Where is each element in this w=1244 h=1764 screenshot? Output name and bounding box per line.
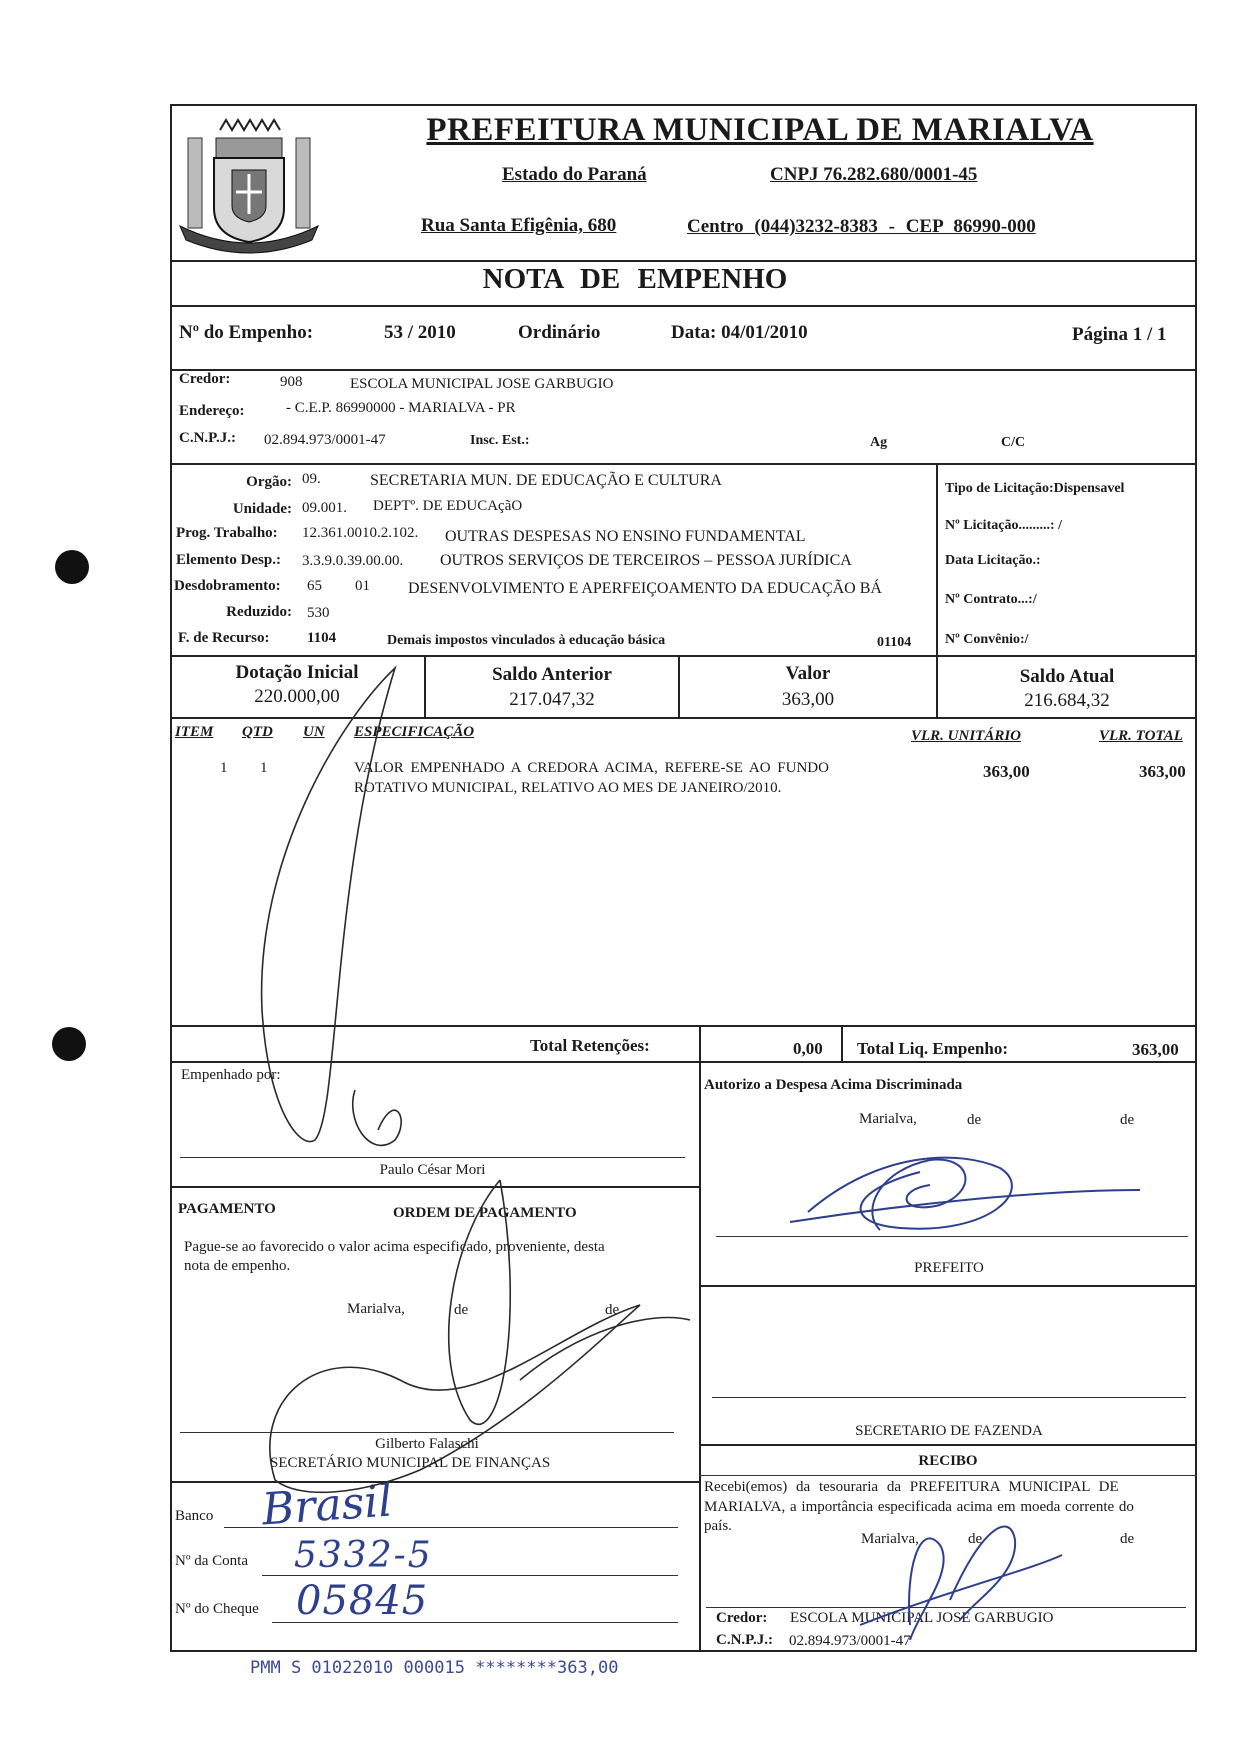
elemento-label: Elemento Desp.: (176, 552, 281, 568)
empenhado-label: Empenhado por: (181, 1067, 281, 1083)
empenho-label: Nº do Empenho: (179, 322, 314, 343)
dotacao-label: Dotação Inicial (235, 662, 359, 683)
saldo-atual-label: Saldo Atual (1019, 666, 1115, 687)
desdobramento-code1: 65 (307, 578, 322, 594)
header-address: Rua Santa Efigênia, 680 (421, 215, 617, 236)
auth-de1: de (967, 1112, 982, 1128)
col-especificacao: ESPECIFICAÇÃO (354, 724, 475, 740)
recibo-text-line2: MARIALVA, a importância especificada acima em moeda corrente do (704, 1499, 1134, 1515)
banco-label: Banco (175, 1508, 214, 1524)
ag-label: Ag (870, 435, 888, 450)
ordem-de2: de (605, 1302, 620, 1318)
secretario-fazenda-label: SECRETARIO DE FAZENDA (855, 1423, 1043, 1439)
recibo-credor-label: Credor: (716, 1610, 768, 1626)
prefeito-label: PREFEITO (914, 1260, 984, 1276)
row-spec-line2: ROTATIVO MUNICIPAL, RELATIVO AO MES DE JANEIRO/2010. (354, 780, 782, 796)
reduzido-code: 530 (307, 605, 330, 621)
row-spec-line1: VALOR EMPENHADO A CREDORA ACIMA, REFERE-SE AO FUNDO (354, 760, 829, 776)
total-liq-label: Total Liq. Empenho: (857, 1039, 1008, 1058)
prog-code: 12.361.0010.2.102. (302, 525, 419, 541)
data-licitacao: Data Licitação.: (945, 553, 1041, 568)
desdobramento-label: Desdobramento: (174, 578, 281, 594)
recurso-name: Demais impostos vinculados à educação básica (387, 633, 666, 648)
recurso-extra: 01104 (877, 635, 912, 650)
ordem-text-line2: nota de empenho. (184, 1258, 291, 1274)
pagamento-label: PAGAMENTO (178, 1201, 276, 1217)
conta-handwritten: 5332-5 (294, 1535, 433, 1576)
row-qtd: 1 (260, 760, 268, 776)
ordem-pagamento-label: ORDEM DE PAGAMENTO (393, 1205, 577, 1221)
recibo-de1: de (968, 1531, 983, 1547)
empenho-type: Ordinário (518, 322, 601, 343)
orgao-name: SECRETARIA MUN. DE EDUCAÇÃO E CULTURA (370, 472, 722, 489)
col-qtd: QTD (242, 724, 273, 740)
conta-label: Nº da Conta (175, 1553, 248, 1569)
address-label: Endereço: (179, 403, 245, 419)
header-state: Estado do Paraná (502, 164, 647, 185)
recibo-cnpj: 02.894.973/0001-47 (789, 1633, 911, 1649)
empenho-date: Data: 04/01/2010 (671, 322, 808, 343)
elemento-code: 3.3.9.0.39.00.00. (302, 553, 404, 569)
recibo-text-line3: país. (704, 1518, 732, 1534)
payment-stamp: PMM S 01022010 000015 ********363,00 (250, 1658, 619, 1678)
unidade-code: 09.001. (302, 500, 347, 516)
total-retencoes-value: 0,00 (793, 1039, 823, 1058)
header-title: PREFEITURA MUNICIPAL DE MARIALVA (426, 112, 1094, 148)
autorizo-label: Autorizo a Despesa Acima Discriminada (704, 1077, 963, 1093)
elemento-name: OUTROS SERVIÇOS DE TERCEIROS – PESSOA JURÍDICA (440, 552, 852, 569)
row-unit-value: 363,00 (983, 762, 1030, 781)
unidade-name: DEPTº. DE EDUCAçãO (373, 498, 523, 514)
numero-convenio: Nº Convênio:/ (945, 632, 1029, 647)
desdobramento-code2: 01 (355, 578, 370, 594)
cheque-handwritten: 05845 (296, 1578, 429, 1624)
reduzido-label: Reduzido: (226, 604, 292, 620)
credor-address: - C.E.P. 86990000 - MARIALVA - PR (286, 400, 516, 416)
tipo-licitacao: Tipo de Licitação:Dispensavel (945, 481, 1125, 496)
cheque-label: Nº do Cheque (175, 1601, 259, 1617)
orgao-label: Orgão: (246, 474, 292, 490)
doc-title: NOTA DE EMPENHO (482, 263, 788, 295)
recibo-place: Marialva, (861, 1531, 919, 1547)
recibo-cnpj-label: C.N.P.J.: (716, 1632, 773, 1648)
total-retencoes-label: Total Retenções: (530, 1036, 650, 1055)
prog-name: OUTRAS DESPESAS NO ENSINO FUNDAMENTAL (445, 528, 806, 545)
page-number: Página 1 / 1 (1072, 324, 1167, 345)
banco-handwritten: Brasil (260, 1475, 394, 1536)
col-un: UN (303, 724, 325, 740)
auth-de2: de (1120, 1112, 1135, 1128)
recibo-text-line1: Recebi(emos) da tesouraria da PREFEITURA MUNICIPAL DE (704, 1479, 1119, 1495)
credor-name: ESCOLA MUNICIPAL JOSE GARBUGIO (350, 376, 614, 392)
credor-cnpj: 02.894.973/0001-47 (264, 432, 386, 448)
col-item: ITEM (175, 724, 214, 740)
empenho-number: 53 / 2010 (384, 322, 456, 343)
auth-place: Marialva, (859, 1111, 917, 1127)
empenhado-name: Paulo César Mori (379, 1162, 486, 1178)
ordem-de1: de (454, 1302, 469, 1318)
dotacao-value: 220.000,00 (254, 686, 340, 707)
numero-contrato: Nº Contrato...:/ (945, 592, 1037, 607)
col-vlr-total: VLR. TOTAL (1099, 728, 1183, 744)
credor-label: Credor: (179, 371, 231, 387)
col-vlr-unitario: VLR. UNITÁRIO (911, 728, 1022, 744)
unidade-label: Unidade: (232, 501, 292, 517)
ordem-text-line1: Pague-se ao favorecido o valor acima especificado, proveniente, desta (184, 1239, 605, 1255)
saldo-anterior-value: 217.047,32 (509, 689, 595, 710)
numero-licitacao: Nº Licitação.........: / (945, 518, 1062, 533)
insc-label: Insc. Est.: (470, 433, 530, 448)
recibo-credor-name: ESCOLA MUNICIPAL JOSE GARBUGIO (790, 1610, 1054, 1626)
recurso-label: F. de Recurso: (178, 630, 270, 646)
header-contact: Centro (044)3232-8383 - CEP 86990-000 (687, 216, 1036, 237)
saldo-anterior-label: Saldo Anterior (492, 664, 612, 685)
valor-label: Valor (785, 663, 831, 684)
orgao-code: 09. (302, 471, 321, 487)
header-cnpj: CNPJ 76.282.680/0001-45 (770, 164, 978, 185)
row-total-value: 363,00 (1139, 762, 1186, 781)
recibo-label: RECIBO (918, 1453, 978, 1469)
cc-label: C/C (1001, 435, 1026, 450)
ordem-place: Marialva, (347, 1301, 405, 1317)
desdobramento-name: DESENVOLVIMENTO E APERFEIÇOAMENTO DA EDUCAÇÃO BÁ (408, 580, 882, 597)
financas-name: Gilberto Falaschi (375, 1436, 479, 1452)
cnpj-label: C.N.P.J.: (179, 430, 236, 446)
financas-role: SECRETÁRIO MUNICIPAL DE FINANÇAS (270, 1455, 551, 1471)
row-item: 1 (220, 760, 228, 776)
recurso-code: 1104 (307, 630, 337, 646)
prog-label: Prog. Trabalho: (176, 525, 278, 541)
saldo-atual-value: 216.684,32 (1024, 690, 1110, 711)
total-liq-value: 363,00 (1132, 1040, 1179, 1059)
recibo-de2: de (1120, 1531, 1135, 1547)
credor-code: 908 (280, 374, 303, 390)
valor-value: 363,00 (781, 689, 835, 710)
